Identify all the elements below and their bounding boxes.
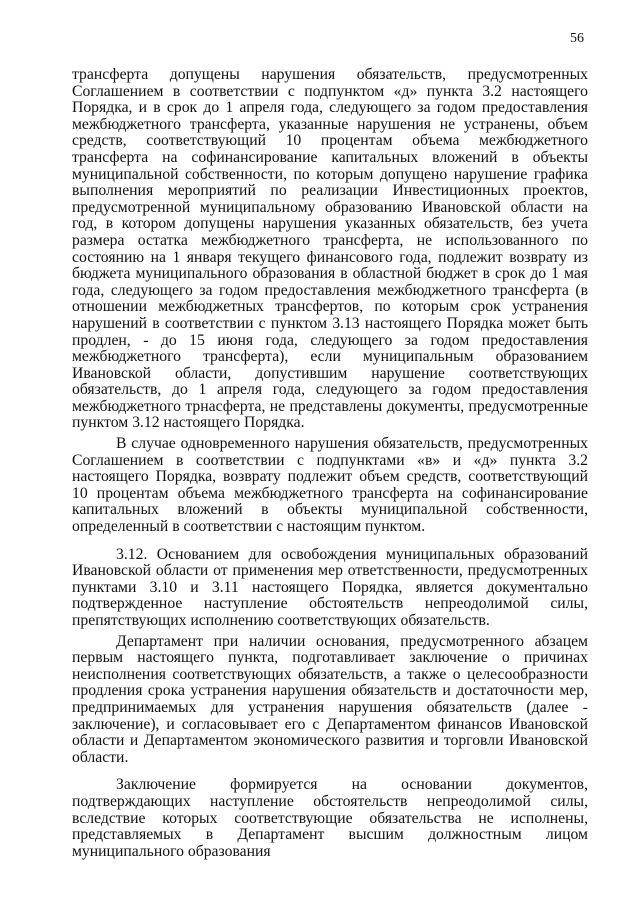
- page-number: 56: [570, 31, 584, 46]
- paragraph-continuation: трансферта допущены нарушения обязательств, предусмотренных Соглашением в соответствии с подпунктом «д» пункта 3.2 настоящего Порядка, и в срок до 1 апреля года, следующего за годом предоставления межбюджетного трансферта, указанные нарушения не устранены, объем средств, соответствующий 10 процентам объема межбюджетного трансферта на софинансирование капитальных вложений в объекты муниципальной собственности, по которым допущено нарушение графика выполнения мероприятий по реализации Инвестиционных проектов, предусмотренной муниципальному образованию Ивановской области на год, в котором допущены нарушения указанных обязательств, без учета размера остатка межбюджетного трансферта, не использованного по состоянию на 1 января текущего финансового года, подлежит возврату из бюджета муниципального образования в областной бюджет в срок до 1 мая года, следующего за годом предоставления межбюджетного трансферта (в отношении межбюджетных трансфертов, по которым срок устранения нарушений в соответствии с пунктом 3.13 настоящего Порядка может быть продлен, - до 15 июня года, следующего за годом предоставления межбюджетного трансферта), если муниципальным образованием Ивановской области, допустившим нарушение соответствующих обязательств, до 1 апреля года, следующего за годом предоставления межбюджетного трнасферта, не представлены документы, предусмотренные пунктом 3.12 настоящего Порядка.: [72, 66, 588, 432]
- document-body: [72, 67, 588, 871]
- paragraph-conclusion-formation: Заключение формируется на основании документов, подтверждающих наступление обстоятельств непреодолимой силы, вследствие которых соответствующие обязательства не исполнены, представляемых в Департамент высшим должностным лицом муниципального образования: [72, 776, 588, 860]
- paragraph-department-conclusion: Департамент при наличии основания, предусмотренного абзацем первым настоящего пункта, подготавливает заключение о причинах неисполнения соответствующих обязательств, а также о целесообразности продления срока устранения нарушения обязательств и достаточности мер, предпринимаемых для устранения нарушения обязательств (далее - заключение), и согласовывает его с Департаментом финансов Ивановской области и Департаментом экономического развития и торговли Ивановской области.: [72, 632, 588, 766]
- paragraph-3-12: 3.12. Основанием для освобождения муниципальных образований Ивановской области от применения мер ответственности, предусмотренных пунктами 3.10 и 3.11 настоящего Порядка, является документально подтвержденное наступление обстоятельств непреодолимой силы, препятствующих исполнению соответствующих обязательств.: [72, 545, 588, 629]
- paragraph-simultaneous-violation: В случае одновременного нарушения обязательств, предусмотренных Соглашением в соответствии с подпунктами «в» и «д» пункта 3.2 настоящего Порядка, возврату подлежит объем средств, соответствующий 10 процентам объема межбюджетного трансферта на софинансирование капитальных вложений в объекты муниципальной собственности, определенный в соответствии с настоящим пунктом.: [72, 435, 588, 536]
